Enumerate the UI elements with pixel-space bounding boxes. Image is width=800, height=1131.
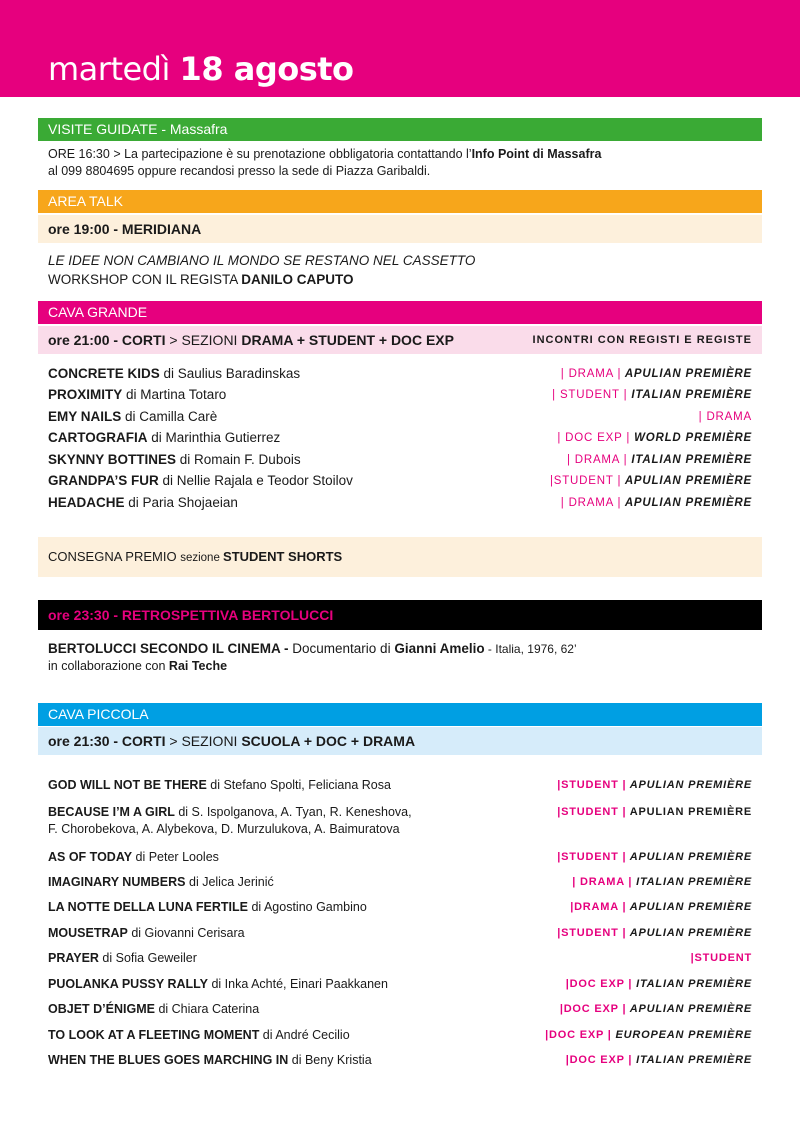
section-cava-grande (38, 301, 762, 324)
sections-label: > SEZIONI (165, 332, 242, 348)
film-title: OBJET D’ÉNIGME (48, 1002, 155, 1016)
film-tags (557, 804, 752, 821)
film-section: |STUDENT | (557, 851, 627, 863)
film-title: GOD WILL NOT BE THERE (48, 778, 207, 792)
film-section: |STUDENT | (557, 779, 627, 791)
film-title: SKYNNY BOTTINES (48, 452, 177, 467)
film-premiere: APULIAN PREMIÈRE (621, 497, 752, 509)
date-label: 18 agosto (179, 50, 354, 88)
page-header (0, 0, 800, 97)
film-director: di Jelica Jerinić (185, 875, 274, 889)
film-director: di Nellie Rajala e Teodor Stoilov (158, 473, 353, 488)
film-row (48, 804, 752, 838)
section-place: - Massafra (157, 121, 228, 137)
film-tags (699, 407, 752, 427)
consegna-sezione: sezione (180, 552, 224, 564)
sections-list: DRAMA + STUDENT + DOC EXP (241, 332, 454, 348)
film-tags (550, 471, 752, 491)
film-tags (691, 950, 752, 967)
film-premiere: APULIAN PREMIÈRE (621, 475, 752, 487)
section-title: CAVA GRANDE (48, 304, 148, 320)
consegna-label: CONSEGNA PREMIO (48, 549, 181, 564)
film-director: di Paria Shojaeian (124, 495, 238, 510)
film-tags (566, 976, 752, 993)
film-director: di S. Ispolganova, A. Tyan, R. Keneshova, (174, 805, 412, 819)
talk-time: ore 19:00 - MERIDIANA (48, 221, 202, 237)
retro-film-title: BERTOLUCCI SECONDO IL CINEMA - (48, 641, 293, 656)
film-director: di Chiara Caterina (154, 1002, 260, 1016)
film-premiere: ITALIAN PREMIÈRE (632, 1054, 752, 1066)
film-section: |STUDENT | (549, 475, 622, 487)
film-director: di Agostino Gambino (247, 900, 367, 914)
film-tags (560, 1001, 752, 1018)
film-title: HEADACHE (48, 495, 125, 510)
sections-list: SCUOLA + DOC + DRAMA (241, 733, 416, 749)
film-premiere: APULIAN PREMIÈRE (626, 1003, 752, 1015)
talk-time-bar (38, 215, 762, 243)
film-title: TO LOOK AT A FLEETING MOMENT (48, 1028, 260, 1042)
film-row (48, 493, 752, 513)
film-premiere: APULIAN PREMIÈRE (626, 927, 752, 939)
film-director: di Inka Achté, Einari Paakkanen (207, 977, 388, 991)
film-tags (561, 364, 752, 384)
retro-doc: Documentario di (292, 641, 395, 656)
retro-director: Gianni Amelio (394, 641, 485, 656)
film-line (48, 950, 752, 967)
section-cava-piccola (38, 703, 762, 726)
talk-description (48, 251, 475, 289)
film-title: WHEN THE BLUES GOES MARCHING IN (48, 1053, 289, 1067)
consegna-premio (38, 537, 762, 577)
film-tags (566, 1052, 752, 1069)
film-director: di Marinthia Gutierrez (147, 430, 281, 445)
film-director: di André Cecilio (259, 1028, 350, 1042)
film-tags (567, 450, 752, 470)
film-section: |DOC EXP | (565, 1054, 633, 1066)
film-section: |STUDENT | (557, 806, 627, 818)
film-title: IMAGINARY NUMBERS (48, 875, 186, 889)
retro-collab: in collaborazione con (48, 659, 169, 673)
section-visite-guidate (38, 118, 762, 141)
retro-details: - Italia, 1976, 62’ (484, 642, 577, 656)
section-area-talk (38, 190, 762, 213)
film-director: di Camilla Carè (121, 409, 218, 424)
film-row (48, 428, 752, 448)
film-premiere: ITALIAN PREMIÈRE (627, 454, 752, 466)
film-tags (572, 874, 752, 891)
section-title: AREA TALK (48, 193, 123, 209)
film-row (48, 874, 752, 891)
film-premiere: ITALIAN PREMIÈRE (627, 389, 752, 401)
film-row (48, 777, 752, 794)
film-premiere: APULIAN PREMIÈRE (626, 851, 752, 863)
incontri-label: INCONTRI CON REGISTI E REGISTE (532, 334, 752, 346)
film-title: PUOLANKA PUSSY RALLY (48, 977, 208, 991)
film-tags (557, 925, 752, 942)
sections-label: > SEZIONI (165, 733, 242, 749)
film-section: | DRAMA | (560, 497, 622, 509)
film-title: AS OF TODAY (48, 850, 133, 864)
film-director: di Stefano Spolti, Feliciana Rosa (206, 778, 391, 792)
film-tags (570, 899, 752, 916)
info-point-label: Info Point di Massafra (471, 147, 602, 161)
film-director: di Sofia Geweiler (98, 951, 197, 965)
film-section: |DRAMA | (570, 901, 627, 913)
film-section: |DOC EXP | (545, 1029, 612, 1041)
talk-director: DANILO CAPUTO (241, 272, 354, 287)
cava-piccola-time-bar (38, 727, 762, 755)
film-section: |DOC EXP | (565, 978, 633, 990)
time-label: ore 21:00 - CORTI (48, 332, 166, 348)
film-premiere: APULIAN PREMIÈRE (621, 368, 752, 380)
film-title: EMY NAILS (48, 409, 122, 424)
film-title: CONCRETE KIDS (48, 366, 160, 381)
film-premiere: APULIAN PREMIÈRE (626, 901, 752, 913)
film-section: | DRAMA | (566, 454, 628, 466)
film-row (48, 471, 752, 491)
film-tags (545, 1027, 752, 1044)
visite-info (48, 146, 601, 180)
film-tags (557, 777, 752, 794)
retro-partner: Rai Teche (168, 659, 228, 673)
retro-info (48, 640, 577, 675)
film-title: BECAUSE I’M A GIRL (48, 805, 175, 819)
film-premiere: WORLD PREMIÈRE (630, 432, 752, 444)
film-director: di Martina Totaro (122, 387, 227, 402)
film-title: PRAYER (48, 951, 99, 965)
film-row (48, 1001, 752, 1018)
film-row (48, 407, 752, 427)
time-label: ore 21:30 - CORTI (48, 733, 166, 749)
day-label: martedì (48, 50, 170, 88)
film-section: | DRAMA | (560, 368, 622, 380)
film-title: GRANDPA’S FUR (48, 473, 159, 488)
film-row (48, 899, 752, 916)
section-title: ore 23:30 - RETROSPETTIVA BERTOLUCCI (48, 607, 334, 623)
consegna-award: STUDENT SHORTS (223, 549, 343, 564)
film-row (48, 1027, 752, 1044)
section-retrospettiva (38, 600, 762, 630)
film-premiere: EUROPEAN PREMIÈRE (611, 1029, 752, 1041)
film-section: | STUDENT | (552, 389, 628, 401)
film-title: PROXIMITY (48, 387, 123, 402)
section-title: CAVA PICCOLA (48, 706, 149, 722)
film-section: | DRAMA (698, 411, 752, 423)
film-row (48, 1052, 752, 1069)
film-row (48, 385, 752, 405)
film-section: |STUDENT | (557, 927, 627, 939)
film-premiere: APULIAN PREMIÈRE (626, 806, 752, 818)
film-section: |STUDENT (690, 952, 752, 964)
film-section: | DOC EXP | (557, 432, 631, 444)
film-row (48, 450, 752, 470)
cava-grande-time-bar (38, 326, 762, 354)
film-row (48, 976, 752, 993)
film-tags (557, 428, 752, 448)
visite-line-1: ORE 16:30 > La partecipazione è su prenotazione obbligatoria contattando l’ (48, 147, 472, 161)
film-director: di Peter Looles (132, 850, 219, 864)
film-title: MOUSETRAP (48, 926, 128, 940)
film-director: di Romain F. Dubois (176, 452, 301, 467)
film-title: LA NOTTE DELLA LUNA FERTILE (48, 900, 248, 914)
visite-line-2: al 099 8804695 oppure recandosi presso la sede di Piazza Garibaldi. (48, 164, 431, 178)
page-title (48, 50, 354, 88)
film-row (48, 364, 752, 384)
talk-workshop: WORKSHOP CON IL REGISTA (48, 272, 242, 287)
film-section: | DRAMA | (572, 876, 633, 888)
film-director: di Giovanni Cerisara (127, 926, 245, 940)
film-director: di Saulius Baradinskas (159, 366, 301, 381)
film-title: CARTOGRAFIA (48, 430, 148, 445)
film-premiere: ITALIAN PREMIÈRE (632, 876, 752, 888)
film-premiere: APULIAN PREMIÈRE (626, 779, 752, 791)
film-director: di Beny Kristia (288, 1053, 372, 1067)
film-row (48, 849, 752, 866)
talk-theme: LE IDEE NON CAMBIANO IL MONDO SE RESTANO NEL CASSETTO (48, 253, 476, 268)
film-section: |DOC EXP | (559, 1003, 627, 1015)
film-premiere: ITALIAN PREMIÈRE (632, 978, 752, 990)
film-tags (561, 493, 752, 513)
section-title: VISITE GUIDATE (48, 121, 158, 137)
film-row (48, 950, 752, 967)
film-tags (552, 385, 752, 405)
film-director-cont: F. Chorobekova, A. Alybekova, D. Murzulukova, A. Baimuratova (48, 822, 400, 836)
film-tags (557, 849, 752, 866)
film-row (48, 925, 752, 942)
